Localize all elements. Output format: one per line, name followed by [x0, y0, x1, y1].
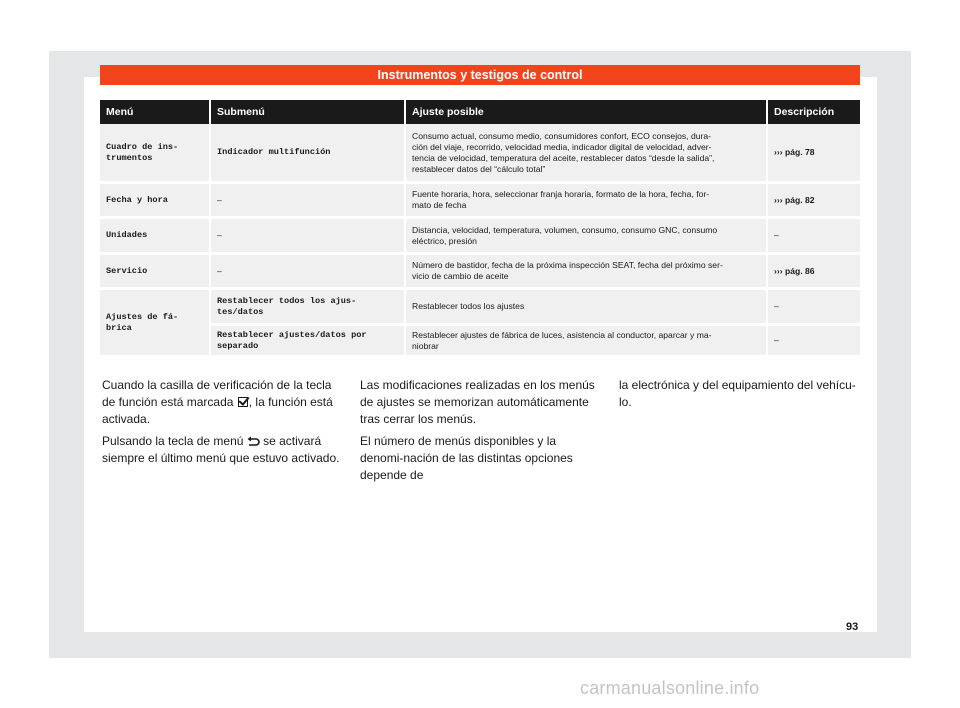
page-reference-link[interactable]: ››› pág. 78 [768, 124, 860, 184]
table-row [100, 255, 860, 290]
back-arrow-icon [247, 434, 260, 448]
cell-menu: Unidades [100, 219, 211, 255]
column-header-setting: Ajuste posible [406, 100, 768, 124]
checkbox-checked-icon [238, 397, 248, 407]
table-row [100, 184, 860, 219]
cell-menu: Ajustes de fá- brica [100, 290, 211, 358]
column-header-description: Descripción [768, 100, 860, 124]
cell-menu: Servicio [100, 255, 211, 290]
cell-setting: Número de bastidor, fecha de la próxima inspección SEAT, fecha del próximo ser- vicio de cambio de aceite [406, 255, 768, 290]
section-title: Instrumentos y testigos de control [100, 65, 860, 85]
cell-description: – [768, 290, 860, 326]
page-reference-link[interactable]: ››› pág. 82 [768, 184, 860, 219]
paragraph: Las modificaciones realizadas en los menús de ajustes se memorizan automáticamente tras cerrar los menús. [360, 378, 595, 426]
cell-submenu: Restablecer ajustes/datos por separado [211, 326, 406, 358]
paragraph: Pulsando la tecla de menú se activará siempre el último menú que estuvo activado. [102, 434, 340, 465]
cell-submenu: – [211, 255, 406, 290]
table-header-row [100, 100, 860, 124]
table-row [100, 124, 860, 184]
paragraph: la electrónica y del equipamiento del vehícu-lo. [619, 378, 856, 409]
cell-submenu: – [211, 219, 406, 255]
column-header-menu: Menú [100, 100, 211, 124]
page-reference-link[interactable]: ››› pág. 86 [768, 255, 860, 290]
column-header-submenu: Submenú [211, 100, 406, 124]
cell-setting: Fuente horaria, hora, seleccionar franja horaria, formato de la hora, fecha, for- mato de fecha [406, 184, 768, 219]
cell-setting: Distancia, velocidad, temperatura, volumen, consumo, consumo GNC, consumo eléctrico, presión [406, 219, 768, 255]
table-row [100, 219, 860, 255]
cell-setting: Restablecer ajustes de fábrica de luces, asistencia al conductor, aparcar y ma- niobrar [406, 326, 768, 358]
cell-submenu: Indicador multifunción [211, 124, 406, 184]
cell-description: – [768, 219, 860, 255]
text-column-1 [102, 377, 342, 472]
settings-table [100, 100, 860, 358]
paragraph: Cuando la casilla de verificación de la tecla de función está marcada , la función está activada. [102, 378, 333, 426]
paragraph: El número de menús disponibles y la denomi-nación de las distintas opciones depende de [360, 434, 573, 482]
table-row [100, 290, 860, 326]
watermark: carmanualsonline.info [580, 678, 760, 698]
cell-menu: Fecha y hora [100, 184, 211, 219]
cell-submenu: Restablecer todos los ajus- tes/datos [211, 290, 406, 326]
cell-submenu: – [211, 184, 406, 219]
text-column-2 [360, 377, 600, 489]
text-column-3 [619, 377, 859, 416]
cell-menu: Cuadro de ins- trumentos [100, 124, 211, 184]
cell-setting: Restablecer todos los ajustes [406, 290, 768, 326]
table-row [100, 326, 860, 358]
page-number: 93 [846, 621, 859, 633]
cell-description: – [768, 326, 860, 358]
cell-setting: Consumo actual, consumo medio, consumidores confort, ECO consejos, dura- ción del viaje, recorrido, velocidad media, indicador digital de velocidad, adver- tencia de velocidad, temperatura del aceite, restablecer datos “desde la salida”, restablecer datos del “cálculo total” [406, 124, 768, 184]
